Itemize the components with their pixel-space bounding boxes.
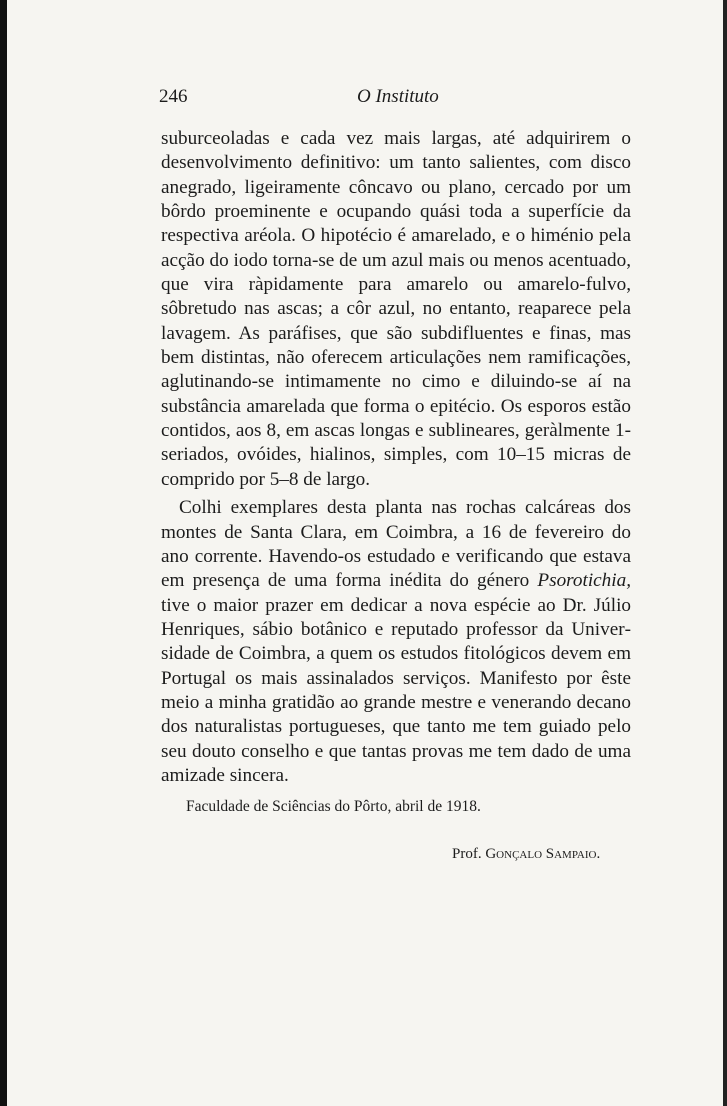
signature-name: Gonçalo Sampaio.: [485, 846, 601, 862]
page-header: [159, 86, 629, 112]
paragraph-2-part-1: Colhi exemplares desta planta nas rochas calcáreas dos montes de Santa Clara, em Coimbra, a 16 de fevereiro do ano corrente. Havendo-os estudado e verificando que estava em presença de uma forma inédita do género: [161, 497, 631, 592]
paragraph-2-part-2: tive o maior prazer em dedicar a nova espécie ao Dr. Júlio Henriques, sábio botânico e reputado professor da Universidade de Coimbra, a quem os estudos fitológicos devem em Portugal os mais assinalados serviços. Manifesto por êste meio a minha gratidão ao grande mestre e venerando decano dos naturalistas portugueses, que tanto me tem guiado pelo seu douto conselho e que tantas provas me tem dado de uma amizade sincera.: [161, 594, 631, 786]
scan-edge-right: [723, 0, 727, 1106]
running-title: O Instituto: [357, 86, 439, 107]
scan-edge-left: [0, 0, 7, 1106]
paragraph-1: suburceoladas e cada vez mais largas, até adquirirem o desenvolvimento definitivo: um tanto salientes, com disco anegrado, ligeiramente côncavo ou plano, cercado por um bôrdo proeminente e ocupando quási toda a superfície da respectiva aréola. O hipotécio é amarelado, e o himénio pela acção do iodo torna-se de um azul mais ou menos acentuado, que vira ràpidamente para amarelo ou amarelo-fulvo, sôbretudo nas ascas; a côr azul, no entanto, reaparece pela lavagem. As paráfises, que são subdifluentes e finas, mas bem distintas, não oferecem articulações nem ramificações, aglutinando-se intimamente no cimo e diluindo-se aí na substância amarelada que forma o epitécio. Os esporos estão contidos, aos 8, em ascas longas e sublineares, geràlmente 1-seriados, ovóides, hialinos, simples, com 10–15 micras de comprido por 5–8 de largo.: [161, 128, 631, 490]
page-number: 246: [159, 86, 188, 107]
signature-title: Prof.: [452, 846, 482, 862]
author-signature: [452, 846, 600, 863]
body-text: [161, 127, 631, 788]
signoff-dateline: Faculdade de Sciências do Pôrto, abril de 1918.: [186, 798, 481, 815]
paragraph-2: [161, 496, 631, 788]
genus-name: Psorotichia,: [537, 570, 631, 592]
